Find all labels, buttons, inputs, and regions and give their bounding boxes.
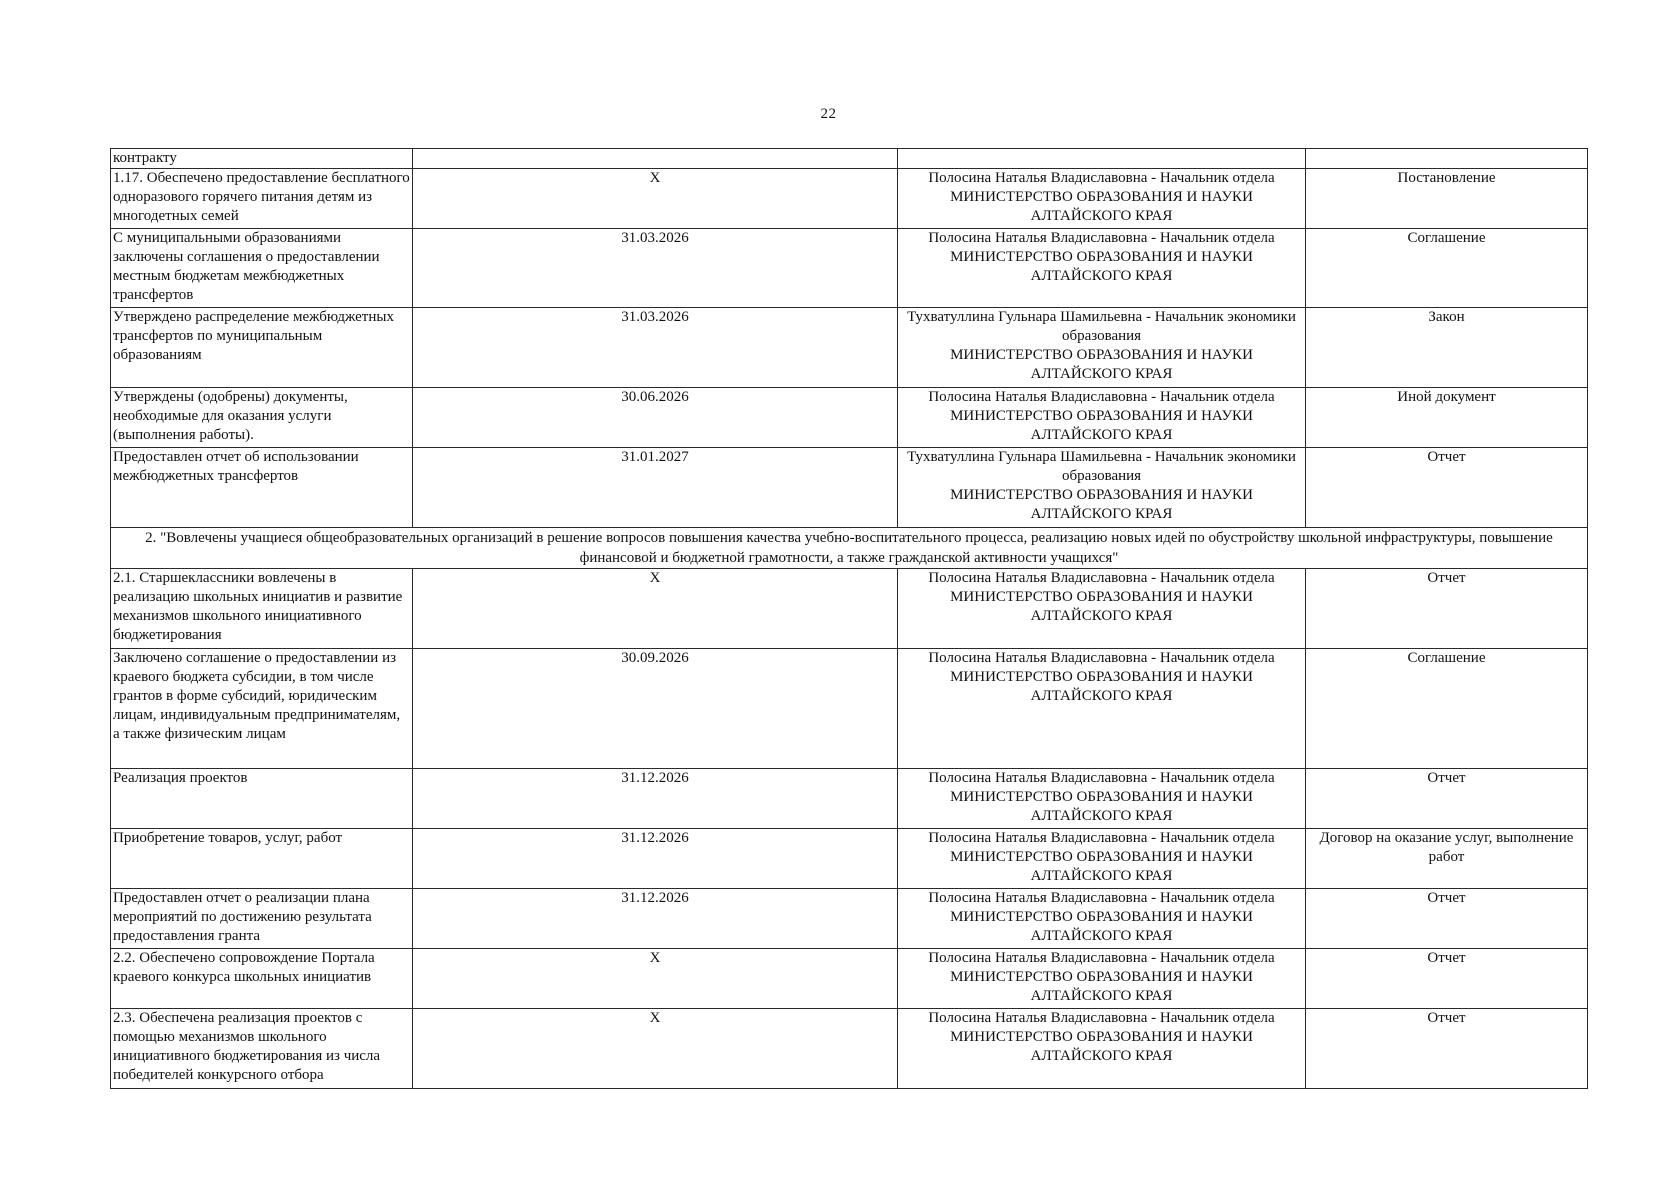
table-row <box>111 949 1588 1009</box>
responsible-org: МИНИСТЕРСТВО ОБРАЗОВАНИЯ И НАУКИ АЛТАЙСКОГО КРАЯ <box>950 347 1253 382</box>
task-name-cell: Заключено соглашение о предоставлении из краевого бюджета субсидии, в том числе грантов в форме субсидий, юридическим лицам, индивидуальным предпринимателям, а также физическим лицам <box>111 649 413 769</box>
document-cell: Отчет <box>1306 1009 1588 1089</box>
task-name-cell: Приобретение товаров, услуг, работ <box>111 829 413 889</box>
task-name-cell: 2.1. Старшеклассники вовлечены в реализацию школьных инициатив и развитие механизмов школьного инициативного бюджетирования <box>111 569 413 649</box>
deadline-cell: 31.01.2027 <box>413 448 898 528</box>
responsible-cell <box>898 569 1306 649</box>
deadline-cell: Х <box>413 949 898 1009</box>
task-name-cell: 2.2. Обеспечено сопровождение Портала краевого конкурса школьных инициатив <box>111 949 413 1009</box>
responsible-person: Полосина Наталья Владиславовна - Начальник отдела <box>928 950 1275 966</box>
table-row <box>111 388 1588 448</box>
task-name-cell: контракту <box>111 149 413 169</box>
document-cell: Закон <box>1306 308 1588 388</box>
responsible-org: МИНИСТЕРСТВО ОБРАЗОВАНИЯ И НАУКИ АЛТАЙСКОГО КРАЯ <box>950 189 1253 224</box>
table-row <box>111 229 1588 308</box>
responsible-cell <box>898 149 1306 169</box>
deadline-cell: 31.12.2026 <box>413 829 898 889</box>
responsible-cell <box>898 889 1306 949</box>
responsible-org: МИНИСТЕРСТВО ОБРАЗОВАНИЯ И НАУКИ АЛТАЙСКОГО КРАЯ <box>950 849 1253 884</box>
responsible-person: Тухватуллина Гульнара Шамильевна - Начальник экономики образования <box>907 449 1296 484</box>
document-cell: Постановление <box>1306 169 1588 229</box>
responsible-person: Полосина Наталья Владиславовна - Начальник отдела <box>928 230 1275 246</box>
section-row <box>111 528 1588 569</box>
responsible-org: МИНИСТЕРСТВО ОБРАЗОВАНИЯ И НАУКИ АЛТАЙСКОГО КРАЯ <box>950 669 1253 704</box>
responsible-org: МИНИСТЕРСТВО ОБРАЗОВАНИЯ И НАУКИ АЛТАЙСКОГО КРАЯ <box>950 487 1253 522</box>
document-cell <box>1306 149 1588 169</box>
table-row <box>111 149 1588 169</box>
task-name-cell: Предоставлен отчет о реализации плана мероприятий по достижению результата предоставления гранта <box>111 889 413 949</box>
document-cell: Отчет <box>1306 569 1588 649</box>
responsible-cell <box>898 1009 1306 1089</box>
responsible-cell <box>898 769 1306 829</box>
deadline-cell: 31.03.2026 <box>413 229 898 308</box>
responsible-person: Полосина Наталья Владиславовна - Начальник отдела <box>928 650 1275 666</box>
table-row <box>111 889 1588 949</box>
page-number: 22 <box>820 106 837 122</box>
task-name-cell: 1.17. Обеспечено предоставление бесплатного одноразового горячего питания детям из многодетных семей <box>111 169 413 229</box>
responsible-cell <box>898 229 1306 308</box>
plan-table-body <box>111 149 1588 1089</box>
responsible-cell <box>898 448 1306 528</box>
table-row <box>111 1009 1588 1089</box>
task-name-cell: Предоставлен отчет об использовании межбюджетных трансфертов <box>111 448 413 528</box>
deadline-cell: Х <box>413 1009 898 1089</box>
task-name-cell: 2.3. Обеспечена реализация проектов с помощью механизмов школьного инициативного бюджетирования из числа победителей конкурсного отбора <box>111 1009 413 1089</box>
section-title: 2. "Вовлечены учащиеся общеобразовательных организаций в решение вопросов повышения качества учебно-воспитательного процесса, реализацию новых идей по обустройству школьной инфраструктуры, повышение финансовой и бюджетной грамотности, а также гражданской активности учащихся" <box>111 528 1588 569</box>
responsible-cell <box>898 169 1306 229</box>
responsible-cell <box>898 829 1306 889</box>
table-row <box>111 649 1588 769</box>
table-row <box>111 308 1588 388</box>
table-row <box>111 448 1588 528</box>
responsible-person: Полосина Наталья Владиславовна - Начальник отдела <box>928 570 1275 586</box>
responsible-org: МИНИСТЕРСТВО ОБРАЗОВАНИЯ И НАУКИ АЛТАЙСКОГО КРАЯ <box>950 408 1253 443</box>
responsible-person: Тухватуллина Гульнара Шамильевна - Начальник экономики образования <box>907 309 1296 344</box>
responsible-org: МИНИСТЕРСТВО ОБРАЗОВАНИЯ И НАУКИ АЛТАЙСКОГО КРАЯ <box>950 249 1253 284</box>
table-row <box>111 829 1588 889</box>
responsible-org: МИНИСТЕРСТВО ОБРАЗОВАНИЯ И НАУКИ АЛТАЙСКОГО КРАЯ <box>950 969 1253 1004</box>
responsible-org: МИНИСТЕРСТВО ОБРАЗОВАНИЯ И НАУКИ АЛТАЙСКОГО КРАЯ <box>950 1029 1253 1064</box>
table-row <box>111 169 1588 229</box>
document-cell: Отчет <box>1306 949 1588 1009</box>
deadline-cell: 31.12.2026 <box>413 769 898 829</box>
responsible-person: Полосина Наталья Владиславовна - Начальник отдела <box>928 770 1275 786</box>
responsible-org: МИНИСТЕРСТВО ОБРАЗОВАНИЯ И НАУКИ АЛТАЙСКОГО КРАЯ <box>950 909 1253 944</box>
deadline-cell: Х <box>413 169 898 229</box>
plan-table <box>110 148 1588 1089</box>
deadline-cell: 31.12.2026 <box>413 889 898 949</box>
responsible-person: Полосина Наталья Владиславовна - Начальник отдела <box>928 170 1275 186</box>
task-name-cell: Реализация проектов <box>111 769 413 829</box>
document-cell: Отчет <box>1306 448 1588 528</box>
document-cell: Иной документ <box>1306 388 1588 448</box>
document-cell: Соглашение <box>1306 229 1588 308</box>
responsible-cell <box>898 308 1306 388</box>
responsible-person: Полосина Наталья Владиславовна - Начальник отдела <box>928 1010 1275 1026</box>
document-cell: Соглашение <box>1306 649 1588 769</box>
responsible-person: Полосина Наталья Владиславовна - Начальник отдела <box>928 830 1275 846</box>
deadline-cell: 31.03.2026 <box>413 308 898 388</box>
responsible-person: Полосина Наталья Владиславовна - Начальник отдела <box>928 890 1275 906</box>
table-row <box>111 769 1588 829</box>
task-name-cell: Утверждены (одобрены) документы, необходимые для оказания услуги (выполнения работы). <box>111 388 413 448</box>
document-cell: Договор на оказание услуг, выполнение работ <box>1306 829 1588 889</box>
task-name-cell: С муниципальными образованиями заключены соглашения о предоставлении местным бюджетам межбюджетных трансфертов <box>111 229 413 308</box>
deadline-cell: Х <box>413 569 898 649</box>
responsible-cell <box>898 649 1306 769</box>
responsible-cell <box>898 388 1306 448</box>
deadline-cell: 30.09.2026 <box>413 649 898 769</box>
responsible-cell <box>898 949 1306 1009</box>
responsible-person: Полосина Наталья Владиславовна - Начальник отдела <box>928 389 1275 405</box>
responsible-org: МИНИСТЕРСТВО ОБРАЗОВАНИЯ И НАУКИ АЛТАЙСКОГО КРАЯ <box>950 789 1253 824</box>
deadline-cell <box>413 149 898 169</box>
document-cell: Отчет <box>1306 769 1588 829</box>
deadline-cell: 30.06.2026 <box>413 388 898 448</box>
document-cell: Отчет <box>1306 889 1588 949</box>
task-name-cell: Утверждено распределение межбюджетных трансфертов по муниципальным образованиям <box>111 308 413 388</box>
responsible-org: МИНИСТЕРСТВО ОБРАЗОВАНИЯ И НАУКИ АЛТАЙСКОГО КРАЯ <box>950 589 1253 624</box>
table-row <box>111 569 1588 649</box>
